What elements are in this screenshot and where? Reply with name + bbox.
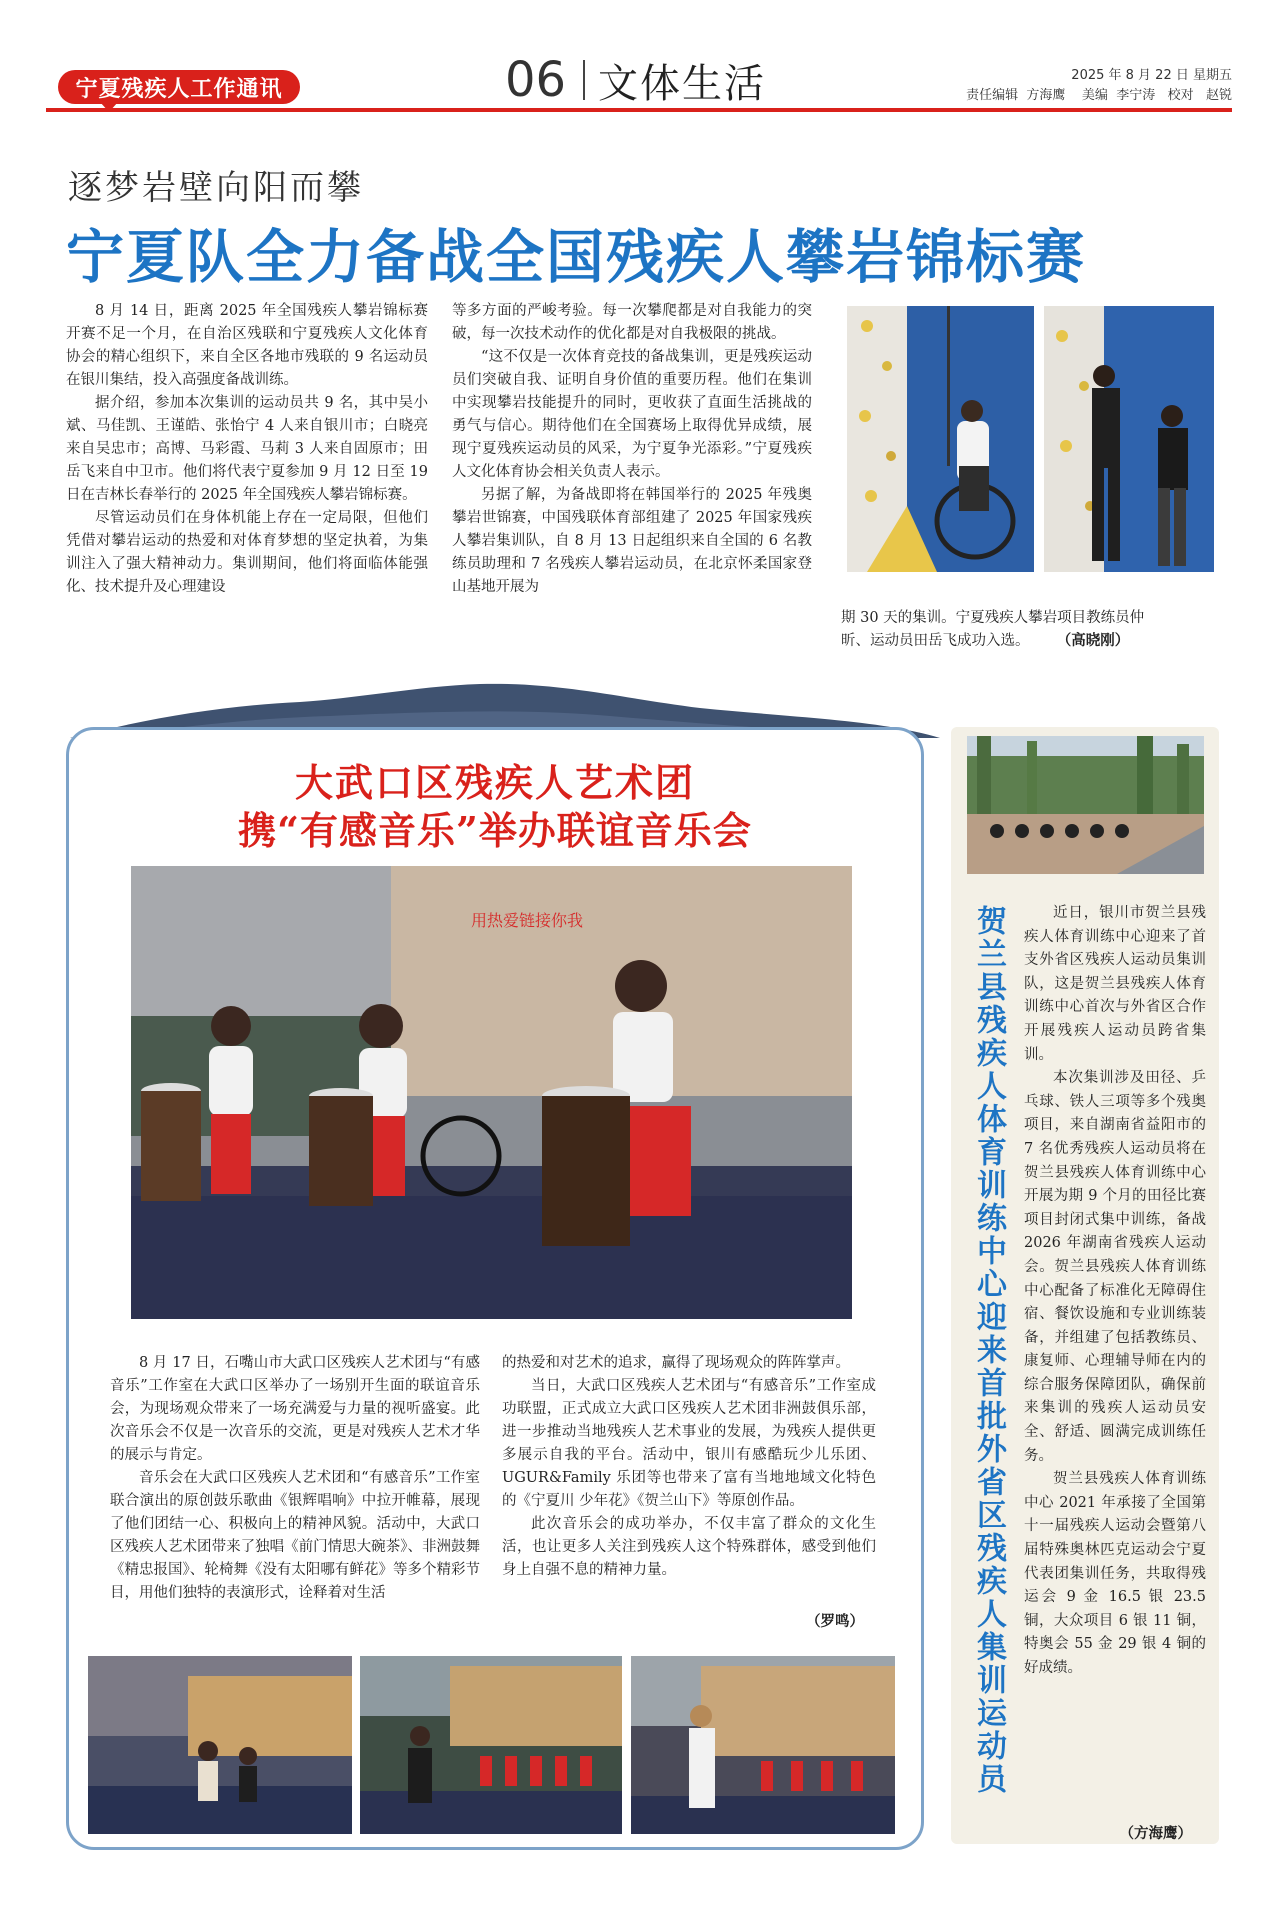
training-track-photo (967, 736, 1204, 874)
concert-photo-2 (88, 1656, 352, 1834)
article2-byline: （罗鸣） (806, 1614, 864, 1630)
article3-body (1024, 902, 1206, 1681)
paragraph: 据介绍，参加本次集训的运动员共 9 名，其中吴小斌、马佳凯、王谨皓、张怡宁 4 人来自银川市；白晓亮来自吴忠市；高博、马彩霞、马莉 3 人来自固原市；田岳飞来自中卫市。他们将代表宁夏参加 9 月 12 日至 19 日在吉林长春举行的 2025 年全国残疾人攀岩锦标赛。 (66, 395, 428, 503)
article1-caption-block (841, 607, 1171, 653)
article2-column-1 (110, 1352, 480, 1605)
climbing-photo-2 (1044, 306, 1214, 572)
masthead-tag: 宁夏残疾人工作通讯 (58, 70, 300, 104)
article2-title-line1: 大武口区残疾人艺术团 (294, 760, 695, 805)
paragraph: 当日，大武口区残疾人艺术团与“有感音乐”工作室成功联盟，正式成立大武口区残疾人艺术团非洲鼓俱乐部，进一步推动当地残疾人艺术事业的发展，为残疾人提供更多展示自我的平台。活动中，银川有感酷玩少儿乐团、UGUR&Family 乐团等也带来了富有当地地域文化特色的《宁夏川 少年花》《贺兰山下》等原创作品。 (502, 1378, 876, 1509)
climbing-photo-1 (847, 306, 1034, 572)
paragraph: 的热爱和对艺术的追求，赢得了现场观众的阵阵掌声。 (502, 1355, 850, 1371)
article3-byline: （方海鹰） (1119, 1826, 1192, 1842)
paragraph: 8 月 14 日，距离 2025 年全国残疾人攀岩锦标赛开赛不足一个月，在自治区残联和宁夏残疾人文化体育协会的精心组织下，来自全区各地市残联的 9 名运动员在银川集结，投入高强度备战训练。 (66, 303, 428, 388)
editor-credits: 责任编辑 方海鹰 美编 李宁涛 校对 赵锐 (966, 88, 1232, 103)
article1-byline: （高晓刚） (1056, 633, 1130, 649)
paragraph: 贺兰县残疾人体育训练中心 2021 年承接了全国第十一届残疾人运动会暨第八届特殊奥林匹克运动会宁夏代表团集训任务，共取得残运会 9 金 16.5 银 23.5 铜，大众项目 6 银 11 铜，特奥会 55 金 29 银 4 铜的好成绩。 (1024, 1471, 1206, 1676)
article1-column-1 (66, 300, 428, 599)
paragraph: 另据了解，为备战即将在韩国举行的 2025 年残奥攀岩世锦赛，中国残联体育部组建了 2025 年国家残疾人攀岩集训队，自 8 月 13 日起组织来自全国的 6 名教练员助理和 7 名残疾人攀岩运动员，在北京怀柔国家登山基地开展为 (452, 487, 812, 595)
header-divider (583, 60, 585, 100)
article2-column-2 (502, 1352, 876, 1582)
paragraph: 等多方面的严峻考验。每一次攀爬都是对自我能力的突破，每一次技术动作的优化都是对自我极限的挑战。 (452, 303, 812, 342)
article3-vertical-title: 贺兰县残疾人体育训练中心迎来首批外省区残疾人集训运动员 (971, 905, 1006, 1796)
issue-date: 2025 年 8 月 22 日 星期五 (1071, 68, 1232, 83)
photo-caption: 期 30 天的集训。宁夏残疾人攀岩项目教练员仲昕、运动员田岳飞成功入选。 (841, 610, 1145, 649)
section-name: 文体生活 (598, 61, 766, 107)
paragraph: 此次音乐会的成功举办，不仅丰富了群众的文化生活，也让更多人关注到残疾人这个特殊群体，感受到他们身上自强不息的精神力量。 (502, 1516, 876, 1578)
article1-headline: 宁夏队全力备战全国残疾人攀岩锦标赛 (66, 223, 1087, 291)
concert-main-photo (131, 866, 852, 1319)
header-rule (46, 108, 1232, 112)
paragraph: “这不仅是一次体育竞技的备战集训，更是残疾运动员们突破自我、证明自身价值的重要历程。他们在集训中实现攀岩技能提升的同时，更收获了直面生活挑战的勇气与信心。期待他们在全国赛场上取得优异成绩，展现宁夏残疾运动员的风采，为宁夏争光添彩。”宁夏残疾人文化体育协会相关负责人表示。 (452, 349, 812, 480)
paragraph: 本次集训涉及田径、乒乓球、铁人三项等多个残奥项目，来自湖南省益阳市的 7 名优秀残疾人运动员将在贺兰县残疾人体育训练中心开展为期 9 个月的田径比赛项目封闭式集中训练，备战 2026 年湖南省残疾人运动会。贺兰县残疾人体育训练中心配备了标准化无障碍住宿、餐饮设施和专业训练装备，并组建了包括教练员、康复师、心理辅导师在内的综合服务保障团队，确保前来集训的残疾人运动员安全、舒适、圆满完成训练任务。 (1024, 1070, 1206, 1464)
paragraph: 8 月 17 日，石嘴山市大武口区残疾人艺术团与“有感音乐”工作室在大武口区举办了一场别开生面的联谊音乐会，为现场观众带来了一场充满爱与力量的视听盛宴。此次音乐会不仅是一次音乐的交流，更是对残疾人艺术才华的展示与肯定。 (110, 1355, 480, 1463)
concert-photo-4 (631, 1656, 895, 1834)
concert-photo-3 (360, 1656, 622, 1834)
page-number: 06 (505, 52, 567, 108)
paragraph: 音乐会在大武口区残疾人艺术团和“有感音乐”工作室联合演出的原创鼓乐歌曲《银辉唱响》中拉开帷幕，展现了他们团结一心、积极向上的精神风貌。活动中，大武口区残疾人艺术团带来了独唱《前门情思大碗茶》、非洲鼓舞《精忠报国》、轮椅舞《没有太阳哪有鲜花》等多个精彩节目，用他们独特的表演形式，诠释着对生活 (110, 1470, 480, 1601)
article1-kicker: 逐梦岩壁向阳而攀 (68, 168, 364, 208)
stage-banner-text: 用热爱链接你我 (471, 911, 584, 930)
article1-column-2 (452, 300, 812, 599)
paragraph: 近日，银川市贺兰县残疾人体育训练中心迎来了首支外省区残疾人运动员集训队，这是贺兰县残疾人体育训练中心首次与外省区合作开展残疾人运动员跨省集训。 (1024, 905, 1206, 1063)
article2-title-line2: 携“有感音乐”举办联谊音乐会 (238, 808, 752, 853)
paragraph: 尽管运动员们在身体机能上存在一定局限，但他们凭借对攀岩运动的热爱和对体育梦想的坚定执着，为集训注入了强大精神动力。集训期间，他们将面临体能强化、技术提升及心理建设 (66, 510, 428, 595)
